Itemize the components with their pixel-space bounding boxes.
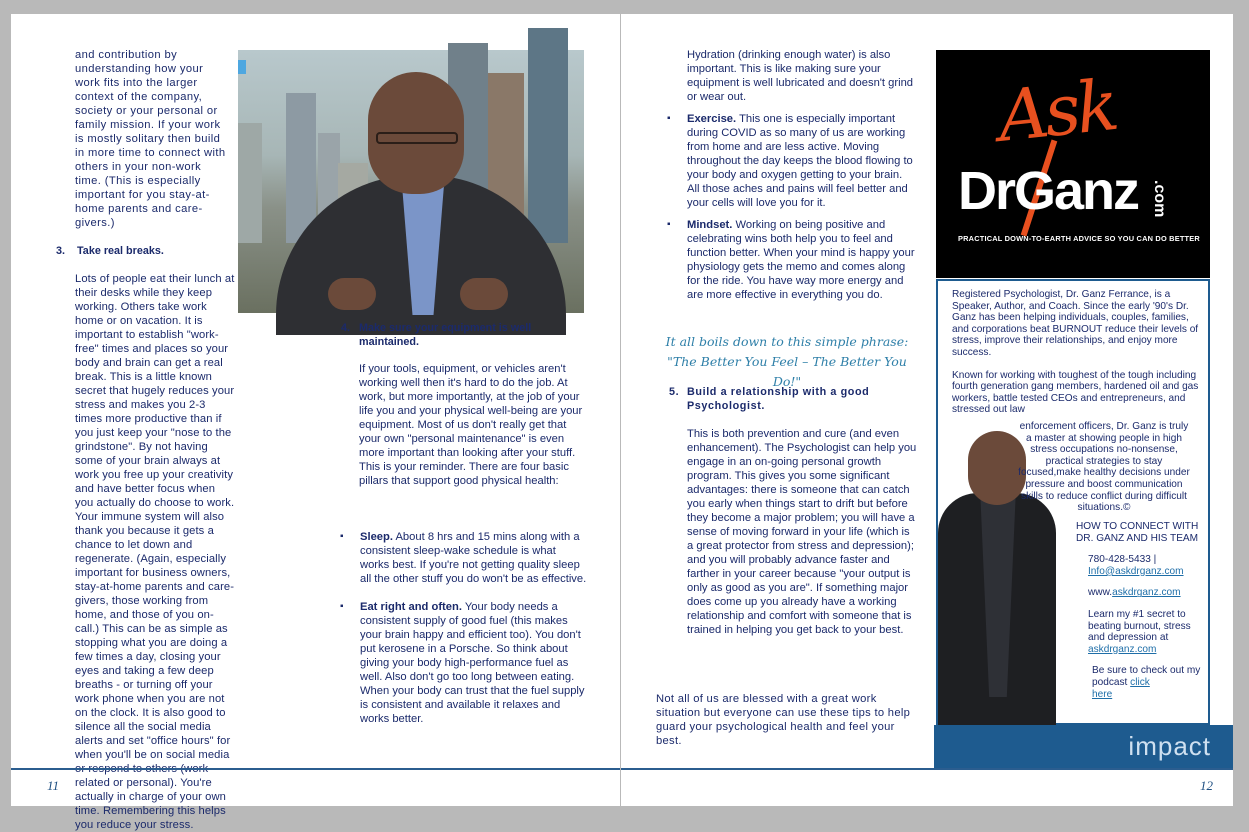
connect-heading: HOW TO CONNECT WITH DR. GANZ AND HIS TEAM [1076, 521, 1199, 544]
item3-block [56, 244, 306, 258]
closing-text: Not all of us are blessed with a great work situation but everyone can use these tips to help guard your psychological health and feel your best. [656, 693, 911, 747]
closing-block [656, 692, 918, 762]
impact-banner: impact [934, 725, 1233, 769]
item3-body-block [75, 272, 307, 832]
secret-text: Learn my #1 secret to beating burnout, stress and depression at [1088, 608, 1191, 644]
left-page [11, 14, 620, 831]
ask-dr-ganz-logo: Ask DrGanz .com PRACTICAL DOWN-TO-EARTH ADVICE SO YOU CAN DO BETTER [936, 50, 1210, 278]
podcast-link-2[interactable]: here [1092, 688, 1113, 700]
page-number: 12 [1200, 778, 1213, 793]
facebook-icon [238, 60, 246, 74]
pillar-mindset: ▪ Mindset. Working on being positive and celebrating wins both help you to feel and function better. When your mind is happy your physiology gets the memo and comes along for the ride. You have way more energy and are more effective in everything you do. [667, 219, 915, 301]
intro-column [75, 48, 227, 244]
bio-paragraph-1: Registered Psychologist, Dr. Ganz Ferrance, is a Speaker, Author, and Coach. Since the early '90's Dr. Ganz has been helping individuals, couples, families, and corporations beat BURNOUT reduce their levels of stress, improve their relationships, and enjoy more success. [952, 289, 1199, 358]
pillars-right [667, 48, 917, 316]
intro-text: and contribution by understanding how your work fits into the larger context of the company, society or your personal or family mission. If your work is mostly solitary then build in more time to connect with others in your non-work time. (This is especially important for you stay-at-home parents and care-givers.) [75, 49, 226, 229]
item5-block [669, 385, 919, 413]
footer-rule [11, 768, 620, 770]
item4-heading: 4. Make sure your equipment is well maintained. [341, 322, 532, 348]
item4-body-block [359, 362, 587, 502]
podcast-link[interactable]: click [1130, 676, 1150, 688]
email-link[interactable]: Info@askdrganz.com [1088, 565, 1184, 577]
item3-body: Lots of people eat their lunch at their desks while they keep working. Others take work home or on vacation. It is important to establish "work-free" times and places so your body and brain can get a real break. This is a little known secret that hugely reduces your stress and makes you 2-3 times more productive than if you just keep your "nose to the grindstone". By not having some of your brain always at work you free up your creativity and have better focus when you actually do choose to work. Your immune system will also thank you because it gets a chance to let down and regenerate. (Again, especially important for business owners, stay-at-home parents and care-givers, those working from home, and those of you on-call.) This can be as simple as stopping what you are doing a few times a day, closing your eyes and taking a few deep breaths - or turning off your work phone when you are not on the clock. It is also good to silence all the social media alerts and set "office hours" for when you'll be on social media related or personal). You're actually in charge of your own time. Remembering this helps you reduce your stress. [75, 273, 235, 831]
item5-body: This is both prevention and cure (and even enhancement). The Psychologist can help you engage in an on-going personal growth program. This gives you some significant advantages: there is someone that can catch you early when things start to drift but before they become a major problem; you will have a sense of moving forward in your life (which is a great protector from stress and depression); and you will probably advance faster and farther in your career because "your output is only as good as you are". If something major does come up you already have a working relationship and comfort with someone that is trained in helping you get back to your best. [687, 428, 917, 636]
bio-paragraph-2: Known for working with toughest of the tough including fourth generation gang members, hardened oil and gas workers, battle tested CEOs and entrepreneurs, and stressed out law [952, 369, 1199, 416]
item4-block [341, 321, 591, 349]
author-bio-box [936, 279, 1210, 725]
secret-link[interactable]: askdrganz.com [1088, 643, 1157, 655]
pillar-exercise: ▪ Exercise. This one is especially important during COVID as so many of us are working from home and are less active. Moving throughout the day keeps the blood flowing to your body and oxygen getting to your brain. All those aches and pains will feel better and your cells will love you for it. [667, 113, 913, 209]
pillars-left [340, 530, 588, 740]
contact-block: HOW TO CONNECT WITH DR. GANZ AND HIS TEAM 780-428-5433 | Info@askdrganz.com www.askdrganz.com Learn my #1 secret to beating burnout, stress and depression at askdrganz.com Be sure to check out my podcast click here [1076, 521, 1204, 700]
pull-quote: It all boils down to this simple phrase: "The Better You Feel – The Better You Do!" [665, 334, 909, 389]
item5-body-block [687, 427, 917, 651]
hydration-text: Hydration (drinking enough water) is also important. This is like making sure your equipment is well lubricated and doesn't grind or wear out. [687, 49, 914, 103]
item5-heading: 5. Build a relationship with a good Psychologist. [669, 386, 870, 412]
page-number: 11 [47, 778, 60, 793]
item3-heading: 3. Take real breaks. [56, 245, 164, 257]
footer-rule [621, 768, 1233, 770]
bio-paragraph-2-wrap: enforcement officers, Dr. Ganz is truly a master at showing people in high stress occupations no-nonsense, practical strategies to stay focused,make healthy decisions under pressure and boost communication skills to reduce conflict during difficult situations.© [1018, 421, 1190, 514]
phone-number: 780-428-5433 | [1088, 554, 1157, 566]
pillar-sleep: ▪ Sleep. About 8 hrs and 15 mins along with a consistent sleep-wake schedule is what works best. If you're not getting quality sleep all the other stuff you do won't be as effective. [340, 531, 587, 585]
item4-body: If your tools, equipment, or vehicles aren't working well then it's hard to do the job. At work, but more importantly, at the job of your life you and your physical well-being are your equipment. Most of us don't really get that your own "personal maintenance" is even more important than looking after your stuff. This is your reminder. There are four basic pillars that support good physical health: [359, 363, 583, 487]
pillar-eat: ▪ Eat right and often. Your body needs a consistent supply of good fuel (this makes your brain happy and efficient too). You don't put kerosene in a Porsche. So think about giving your body high-performance fuel as well. Also don't go too long between eating. When your body can trust that the fuel supply is consistent and available it relaxes and works better. [340, 601, 585, 725]
right-page [621, 14, 1233, 806]
website-link[interactable]: askdrganz.com [1112, 587, 1181, 599]
